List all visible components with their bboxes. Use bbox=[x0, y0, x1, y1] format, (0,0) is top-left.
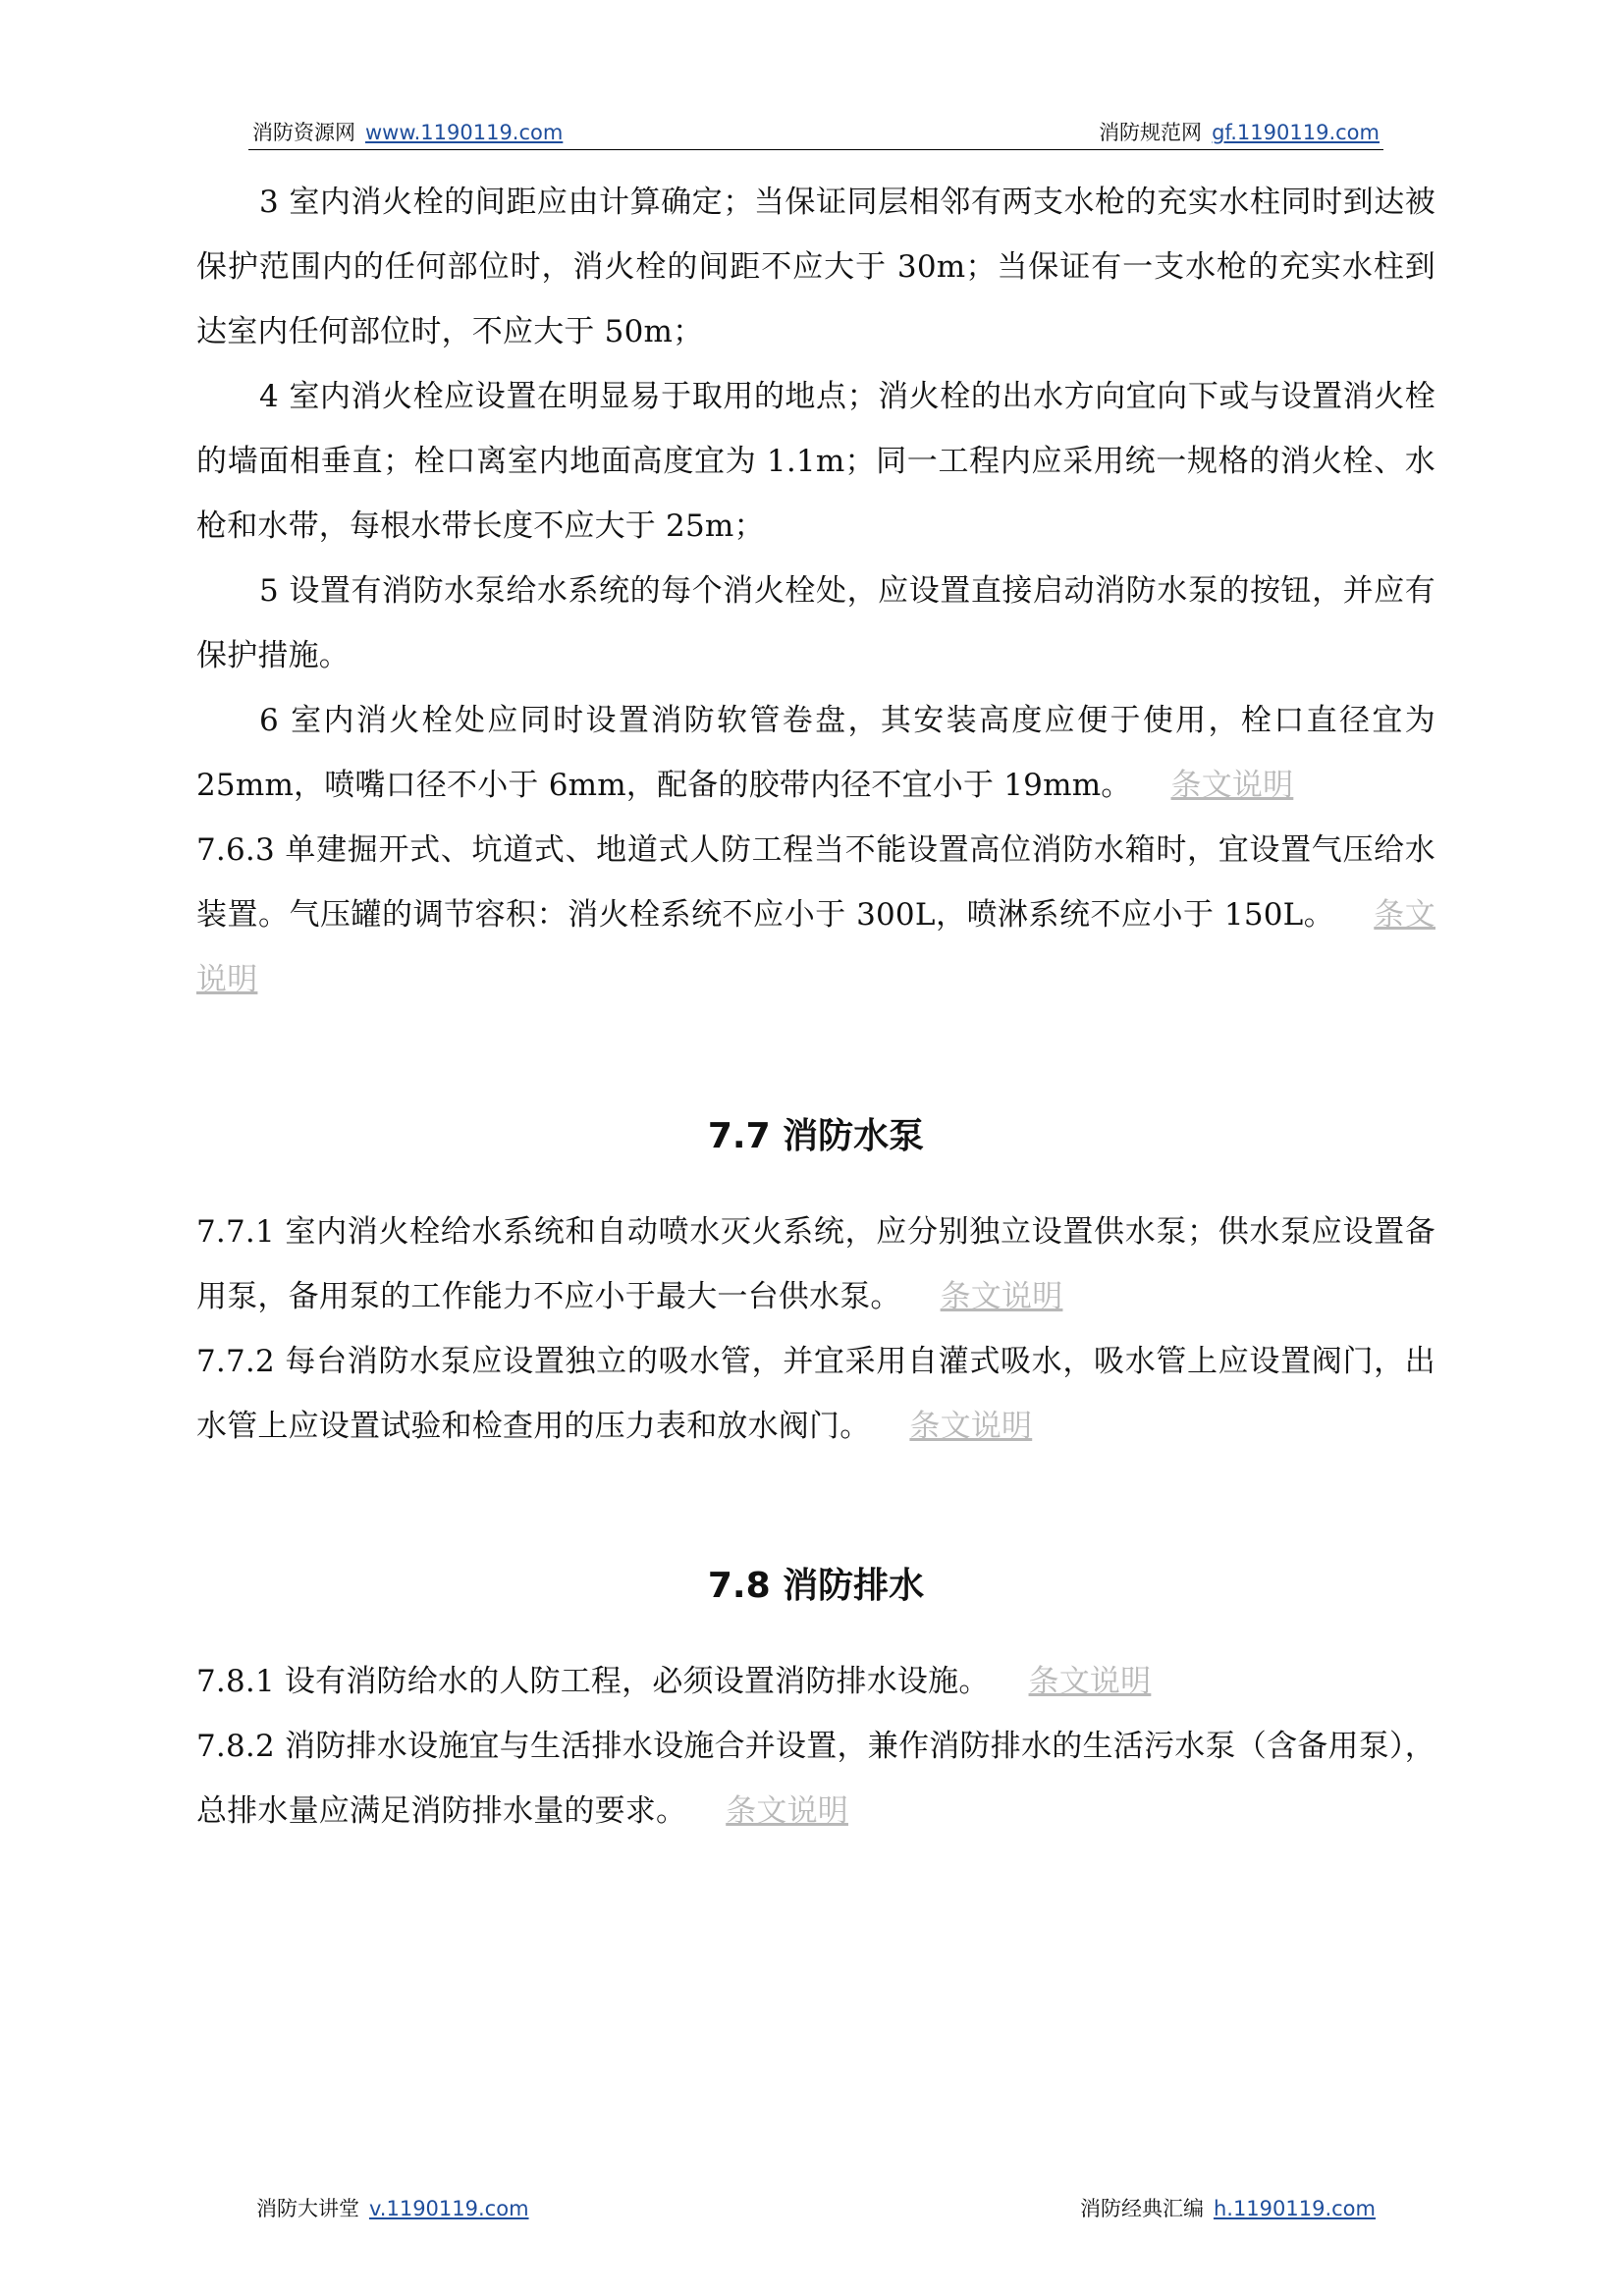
clause-7-8-2 bbox=[196, 1714, 1435, 1843]
clause-7-7-1-text: 7.7.1 室内消火栓给水系统和自动喷水灭火系统，应分别独立设置供水泵；供水泵应设置备用泵，备用泵的工作能力不应小于最大一台供水泵。 bbox=[196, 1214, 1435, 1314]
page-header bbox=[248, 116, 1383, 150]
section-7-8 bbox=[196, 1649, 1435, 1843]
section-title-7-8: 7.8 消防排水 bbox=[707, 1566, 925, 1606]
footer-left bbox=[256, 2189, 529, 2228]
clause-7-6-3 bbox=[196, 818, 1435, 1012]
clause-7-7-2-text: 7.7.2 每台消防水泵应设置独立的吸水管，并宜采用自灌式吸水，吸水管上应设置阀门，出水管上应设置试验和检查用的压力表和放水阀门。 bbox=[196, 1344, 1435, 1444]
clause-7-8-1 bbox=[196, 1649, 1435, 1714]
item-4-text: 4 室内消火栓应设置在明显易于取用的地点；消火栓的出水方向宜向下或与设置消火栓的墙面相垂直；栓口离室内地面高度宜为 1.1m；同一工程内应采用统一规格的消火栓、水枪和水带，每根水带长度不应大于 25m； bbox=[196, 379, 1435, 544]
header-left-link[interactable]: www.1190119.com bbox=[365, 121, 564, 144]
clause-explanation-link[interactable]: 条文说明 bbox=[1028, 1664, 1152, 1699]
clause-explanation-link[interactable]: 条文说明 bbox=[940, 1279, 1063, 1314]
section-7-7 bbox=[196, 1200, 1435, 1459]
header-right bbox=[1099, 116, 1380, 149]
footer-right-label: 消防经典汇编 bbox=[1079, 2197, 1204, 2220]
page-footer bbox=[248, 2189, 1383, 2228]
clause-7-8-1-text: 7.8.1 设有消防给水的人防工程，必须设置消防排水设施。 bbox=[196, 1664, 990, 1699]
header-left bbox=[252, 116, 563, 149]
footer-right bbox=[1080, 2189, 1376, 2228]
clause-7-8-2-text: 7.8.2 消防排水设施宜与生活排水设施合并设置，兼作消防排水的生活污水泵（含备用泵），总排水量应满足消防排水量的要求。 bbox=[196, 1729, 1435, 1829]
section-76-continued bbox=[196, 170, 1435, 1012]
item-6 bbox=[196, 688, 1435, 818]
header-left-label: 消防资源网 bbox=[252, 121, 355, 144]
clause-explanation-link[interactable]: 条文说明 bbox=[196, 897, 1435, 997]
footer-right-link[interactable]: h.1190119.com bbox=[1213, 2197, 1376, 2220]
item-4 bbox=[196, 364, 1435, 559]
section-title-7-7: 7.7 消防水泵 bbox=[707, 1116, 925, 1156]
footer-left-link[interactable]: v.1190119.com bbox=[369, 2197, 529, 2220]
clause-explanation-link[interactable]: 条文说明 bbox=[909, 1409, 1033, 1444]
footer-left-label: 消防大讲堂 bbox=[256, 2197, 359, 2220]
header-right-label: 消防规范网 bbox=[1099, 121, 1203, 144]
item-5 bbox=[196, 559, 1435, 688]
clause-7-7-2 bbox=[196, 1329, 1435, 1459]
item-3 bbox=[196, 170, 1435, 364]
header-right-link[interactable]: gf.1190119.com bbox=[1212, 121, 1380, 144]
clause-explanation-link[interactable]: 条文说明 bbox=[726, 1793, 849, 1829]
item-6-text: 6 室内消火栓处应同时设置消防软管卷盘，其安装高度应便于使用，栓口直径宜为 25mm，喷嘴口径不小于 6mm，配备的胶带内径不宜小于 19mm。 bbox=[196, 703, 1435, 803]
clause-7-6-3-text: 7.6.3 单建掘开式、坑道式、地道式人防工程当不能设置高位消防水箱时，宜设置气压给水装置。气压罐的调节容积：消火栓系统不应小于 300L，喷淋系统不应小于 150L。 bbox=[196, 832, 1435, 933]
clause-explanation-link[interactable]: 条文说明 bbox=[1170, 768, 1294, 803]
clause-7-7-1 bbox=[196, 1200, 1435, 1329]
item-5-text: 5 设置有消防水泵给水系统的每个消火栓处，应设置直接启动消防水泵的按钮，并应有保护措施。 bbox=[196, 573, 1435, 673]
item-3-text: 3 室内消火栓的间距应由计算确定；当保证同层相邻有两支水枪的充实水柱同时到达被保护范围内的任何部位时，消火栓的间距不应大于 30m；当保证有一支水枪的充实水柱到达室内任何部位时，不应大于 50m； bbox=[196, 185, 1435, 349]
